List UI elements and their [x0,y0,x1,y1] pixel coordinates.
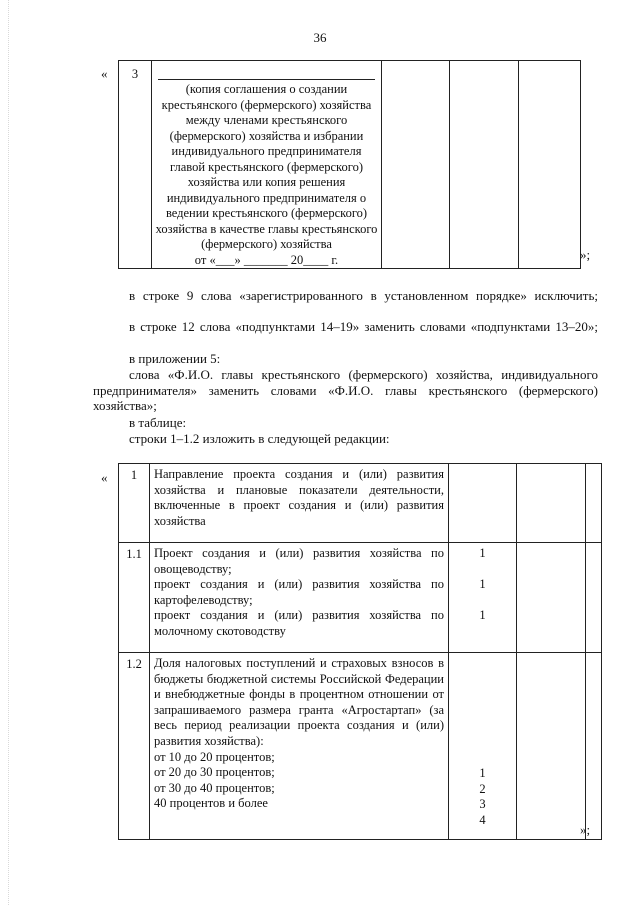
table-row [119,464,602,543]
score-values: 1 1 1 [479,546,486,623]
paragraph-appendix: в приложении 5: [129,351,221,366]
page-number: 36 [313,30,327,45]
cell-description [152,61,382,269]
paragraph-replace-words: слова «Ф.И.О. главы крестьянского (фермерского) хозяйства, индивидуального предпринимателя» заменить словами «Ф.И.О. главы крестьянского (фермерского) хозяйства»; [93,367,598,414]
score-values: 1 2 3 4 [479,766,486,827]
paragraph-line-9: в строке 9 слова «зарегистрированного в установленном порядке» исключить; [129,288,598,303]
paragraph-rows: строки 1–1.2 изложить в следующей редакции: [129,431,390,446]
row-number: 1 [130,468,138,482]
open-quote-2: « [101,470,108,485]
value-cell [449,464,517,543]
scan-edge [8,0,9,905]
row-description: Направление проекта создания и (или) развития хозяйства и плановые показатели деятельности, включенные в проект создания и (или) развития хозяйства [154,467,444,528]
close-quote-2: »; [580,822,591,837]
empty-cell [517,653,586,840]
table-document-row-3 [118,60,581,269]
empty-cell [519,61,581,269]
empty-cell [586,464,602,543]
empty-cell [586,653,602,840]
table-indicators [118,463,602,840]
row-description: Доля налоговых поступлений и страховых взносов в бюджеты бюджетной системы Российской Федерации и внебюджетные фонды в процентном отношении от запрашиваемого размера гранта «Агростартап» (за весь период реализации проекта создания и (или) развития хозяйства): от 10 до 20 процентов; от 20 до 30 процентов; от 30 до 40 процентов; 40 процентов и более [154,656,444,811]
cell-row-number [119,61,152,269]
table-row [119,653,602,840]
empty-cell [382,61,450,269]
table-row [119,543,602,653]
date-line: от «___» _______ 20____ г. [194,252,339,267]
paragraph-line-12: в строке 12 слова «подпунктами 14–19» заменить словами «подпунктами 13–20»; [129,319,598,334]
open-quote-1: « [101,66,108,81]
row-number: 1.1 [126,547,142,561]
row-description: Проект создания и (или) развития хозяйства по овощеводству; проект создания и (или) развития хозяйства по картофелеводству; проект создания и (или) развития хозяйства по молочному скотоводству [154,546,444,638]
document-description: (копия соглашения о создании крестьянского (фермерского) хозяйства между членами крестьянского (фермерского) хозяйства и избрании индивидуального предпринимателя главой крестьянского (фермерского) хозяйства или копия решения индивидуального предпринимателя о ведении крестьянского (фермерского) хозяйства в качестве главы крестьянского (фермерского) хозяйства [155,82,378,251]
row-number: 1.2 [126,657,142,671]
close-quote-1: »; [580,247,591,262]
paragraph-table: в таблице: [129,415,187,430]
empty-cell [450,61,519,269]
empty-cell [517,464,586,543]
row-number: 3 [131,67,139,81]
empty-cell [517,543,586,653]
empty-cell [586,543,602,653]
